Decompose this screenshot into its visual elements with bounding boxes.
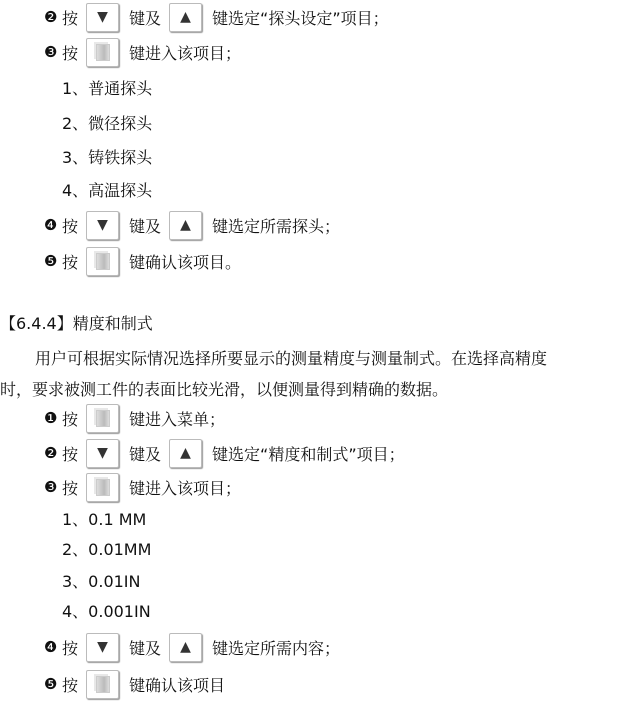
press-label: 按 [62, 8, 79, 28]
list-item: 1、普通探头 [62, 78, 153, 98]
step-text: 键选定所需内容； [212, 638, 341, 658]
step-1-b [44, 402, 225, 434]
press-label: 按 [62, 43, 79, 63]
list-item: 3、0.01IN [62, 571, 141, 591]
step-3-a [44, 36, 241, 68]
step-marker: ❷ [44, 444, 58, 462]
down-key-icon [86, 211, 119, 240]
press-label: 按 [62, 638, 79, 658]
step-5-b [44, 668, 225, 700]
up-triangle-icon: ▲ [180, 445, 191, 461]
step-marker: ❶ [44, 409, 58, 427]
step-2-b [44, 437, 405, 469]
list-item: 2、0.01MM [62, 539, 152, 559]
list-item: 3、铸铁探头 [62, 147, 153, 167]
step-text: 键确认该项目。 [129, 252, 242, 272]
step-text: 键确认该项目 [129, 675, 226, 695]
press-label: 按 [62, 216, 79, 236]
down-triangle-icon: ▼ [97, 639, 108, 655]
step-marker: ❹ [44, 638, 58, 656]
press-label: 按 [62, 444, 79, 464]
step-text: 键及 [129, 216, 162, 236]
list-item: 4、0.001IN [62, 601, 151, 621]
enter-key-icon [86, 38, 119, 67]
step-marker: ❸ [44, 43, 58, 61]
step-text: 键及 [129, 638, 162, 658]
step-3-b [44, 471, 241, 503]
step-text: 键进入该项目； [129, 43, 242, 63]
up-key-icon [169, 3, 202, 32]
step-4-b [44, 631, 340, 663]
step-marker: ❷ [44, 8, 58, 26]
step-text: 键选定所需探头； [212, 216, 341, 236]
list-item: 4、高温探头 [62, 180, 153, 200]
section-heading: 【6.4.4】精度和制式 [0, 313, 153, 333]
down-key-icon [86, 3, 119, 32]
step-text: 键选定“精度和制式”项目； [212, 444, 405, 464]
list-item: 1、0.1 MM [62, 509, 147, 529]
enter-key-icon [86, 404, 119, 433]
up-key-icon [169, 439, 202, 468]
step-marker: ❺ [44, 675, 58, 693]
step-text: 键及 [129, 444, 162, 464]
step-5-a [44, 245, 241, 277]
up-triangle-icon: ▲ [180, 217, 191, 233]
step-2-a [44, 1, 389, 33]
step-4-a [44, 209, 340, 241]
down-key-icon [86, 633, 119, 662]
paragraph-line: 时，要求被测工件的表面比较光滑，以便测量得到精确的数据。 [0, 379, 449, 399]
down-key-icon [86, 439, 119, 468]
step-text: 键选定“探头设定”项目； [212, 8, 389, 28]
press-label: 按 [62, 252, 79, 272]
down-triangle-icon: ▼ [97, 217, 108, 233]
down-triangle-icon: ▼ [97, 445, 108, 461]
enter-key-icon [86, 670, 119, 699]
up-key-icon [169, 633, 202, 662]
enter-key-icon [86, 247, 119, 276]
step-text: 键进入菜单； [129, 409, 226, 429]
up-triangle-icon: ▲ [180, 639, 191, 655]
press-label: 按 [62, 478, 79, 498]
up-key-icon [169, 211, 202, 240]
up-triangle-icon: ▲ [180, 9, 191, 25]
list-item: 2、微径探头 [62, 113, 153, 133]
step-marker: ❺ [44, 252, 58, 270]
enter-key-icon [86, 473, 119, 502]
paragraph-line: 用户可根据实际情况选择所要显示的测量精度与测量制式。在选择高精度 [35, 348, 548, 368]
step-text: 键进入该项目； [129, 478, 242, 498]
press-label: 按 [62, 409, 79, 429]
step-text: 键及 [129, 8, 162, 28]
down-triangle-icon: ▼ [97, 9, 108, 25]
step-marker: ❸ [44, 478, 58, 496]
step-marker: ❹ [44, 216, 58, 234]
press-label: 按 [62, 675, 79, 695]
